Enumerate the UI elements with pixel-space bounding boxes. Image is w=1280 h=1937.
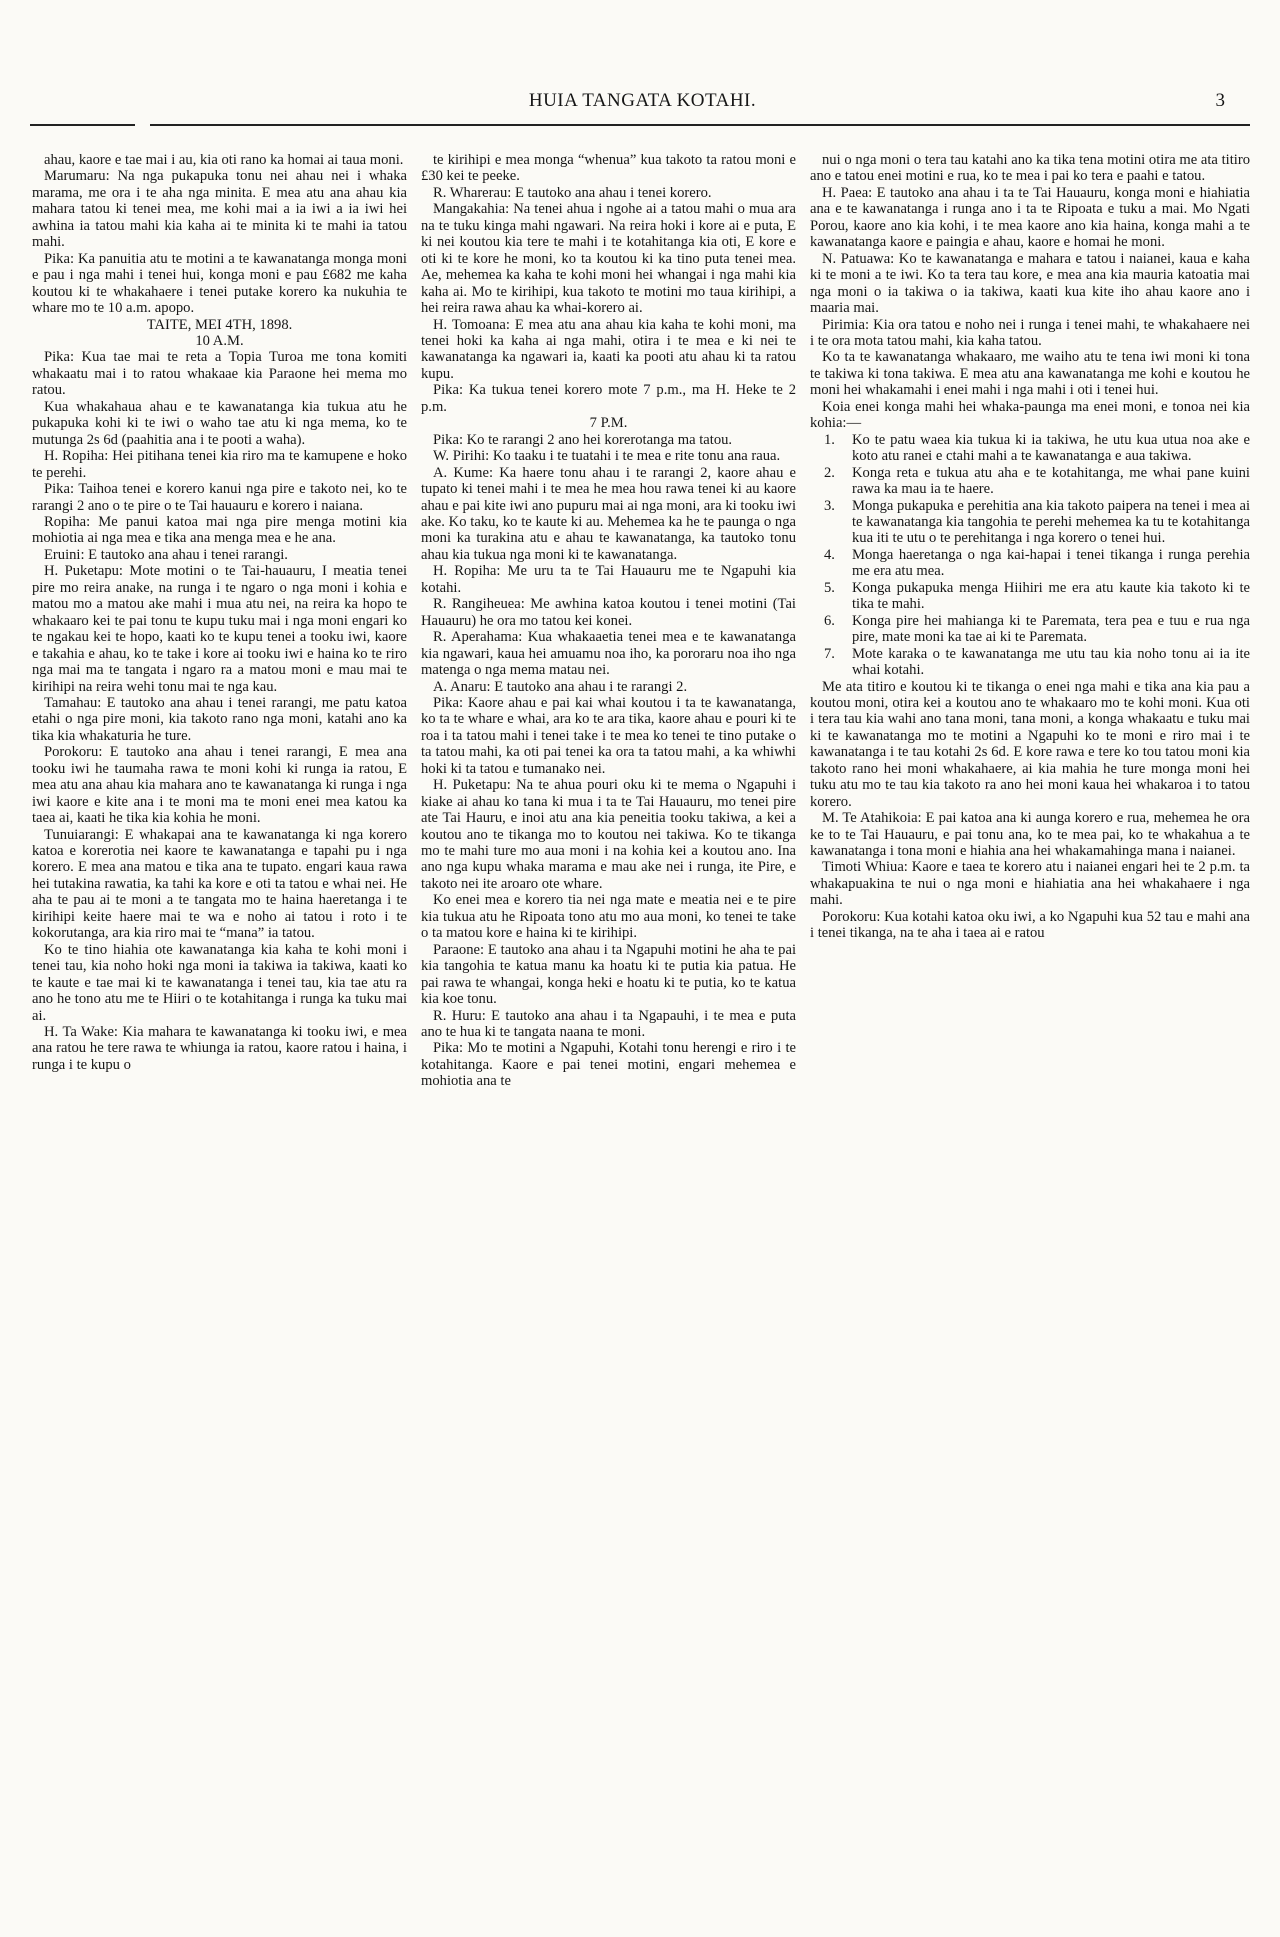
column-2	[421, 152, 796, 1090]
list-item	[810, 646, 1250, 679]
paragraph: Ko ta te kawanatanga whakaaro, me waiho atu te tena iwi moni ki tona te takiwa ki tona takiwa. E mea atu ana kawanatanga me kohi e koutou he moni hei whakamahi i enei mahi i nga mahi i oti i tenei hui.	[810, 349, 1250, 399]
paragraph: Pika: Mo te motini a Ngapuhi, Kotahi tonu herengi e riro i te kotahitanga. Kaore e pai tenei motini, engari mehemea e mohiotia ana te	[421, 1040, 796, 1090]
list-text: Konga pukapuka menga Hiihiri me era atu kaute kia takoto ki te tika te mahi.	[852, 579, 1250, 613]
paragraph: Marumaru: Na nga pukapuka tonu nei ahau nei i whaka marama, me ora i te aha nga minita. E mea atu ana ahau kia mahara tatou ki tenei mea, me kohi mai a ia iwi a ia iwi hei awhina ia tatou mahi kia kaha ai te minita ki te mahi ia tatou mahi.	[32, 168, 407, 251]
list-text: Konga pire hei mahianga ki te Paremata, tera pea e tuu e rua nga pire, mate moni ka tae ai ki te Paremata.	[852, 612, 1250, 646]
paragraph: Tamahau: E tautoko ana ahau i tenei rarangi, me patu katoa etahi o nga pire moni, kia takoto rano nga moni, katahi ano ka tika kia whakaturia he ture.	[32, 694, 407, 744]
paragraph: Tunuiarangi: E whakapai ana te kawanatanga ki nga korero katoa e korerotia nei kaore te kawanatanga e tapahi pu i nga korero. E mea ana matou e tika ana te tupato. engari kaua rawa hei tutakina rawatia, ka tahi ka kore e oti ta tatou e whai nei. He aha te pau ai te moni a te tangata mo te haina haeretanga i te kirihipi keite haere mai te wa e noho ai tatou i roto i te kokorutanga, ara kia riro mai te “mana” ia tatou.	[32, 826, 407, 942]
time-heading: 7 P.M.	[589, 415, 628, 432]
paragraph: M. Te Atahikoia: E pai katoa ana ki aunga korero e rua, mehemea he ora ke to te Tai Hauauru, e pai tonu ana, ko te mea pai, ko te whakahua a te kawanatanga i tona moni e hiahia ana hei whakamahinga mana i naianei.	[810, 810, 1250, 860]
list-item	[810, 465, 1250, 498]
paragraph: H. Ropiha: Me uru ta te Tai Hauauru me te Ngapuhi kia kotahi.	[421, 563, 796, 596]
list-item	[810, 547, 1250, 580]
paragraph: Paraone: E tautoko ana ahau i ta Ngapuhi motini he aha te pai kia tangohia te katua manu ka hoatu ki te putia kia patua. He pai rawa te whangai, konga heki e hoatu ki te putia, ko te katua kia koe tonu.	[421, 941, 796, 1008]
column-3	[810, 152, 1250, 942]
list-number: 2.	[824, 464, 835, 481]
paragraph: Pika: Taihoa tenei e korero kanui nga pire e takoto nei, ko te rarangi 2 ano o te pire o te Tai hauauru e korero i naiana.	[32, 481, 407, 514]
list-number: 3.	[824, 497, 835, 514]
page-header	[30, 88, 1255, 118]
paragraph: Pika: Kua tae mai te reta a Topia Turoa me tona komiti whakaatu mai i to ratou whakaae kia Paraone hei mema mo ratou.	[32, 349, 407, 399]
paragraph: H. Ropiha: Hei pitihana tenei kia riro ma te kamupene e hoko te perehi.	[32, 448, 407, 481]
paragraph: A. Anaru: E tautoko ana ahau i te rarangi 2.	[433, 678, 688, 695]
paragraph: Pika: Kaore ahau e pai kai whai koutou i ta te kawanatanga, ko ta te whare e whai, ara ko te ara tika, kaore ahau e pouri ki te roa i ta tatou mahi i tenei take i te mea ko tenei te tino putake o ta tatou mahi, ka oti pai tenei ka ora ta tatou mahi, a ka whiwhi hoki ki ta tatou e tumanako nei.	[421, 694, 796, 777]
list-number: 7.	[824, 645, 835, 662]
list-number: 5.	[824, 579, 835, 596]
header-rule-right	[150, 124, 1250, 126]
list-item	[810, 580, 1250, 613]
paragraph: Eruini: E tautoko ana ahau i tenei rarangi.	[44, 546, 288, 563]
column-1	[32, 152, 407, 1073]
list-number: 6.	[824, 612, 835, 629]
paragraph: Ropiha: Me panui katoa mai nga pire menga motini kia mohiotia ai nga mea e tika ana menga mea e he ana.	[32, 513, 407, 547]
paragraph: H. Puketapu: Mote motini o te Tai-hauauru, I meatia tenei pire mo reira anake, na runga i te ngaro o nga moni i kohia e matou mo a matou ake mahi i mua atu nei, na reira ka hopo te whakaaro kei te pai tonu te kupu tuku mai i nga moni engari ko te ngakau kei te hopo, kaati ko te kupu tenei a tooku iwi, kaore e takahia e ahau, ko te take i kore ai tooku iwi e haina ko te riro nga mai ma te tangata i ngaro ra a matou moni e mau mai te kirihipi na reira wehi tonu mai te nga kau.	[32, 563, 407, 695]
list-text: Ko te patu waea kia tukua ki ia takiwa, he utu kua utua noa ake e koto atu ranei e ctahi mahi a te kawanatanga e aua takiwa.	[852, 431, 1250, 465]
paragraph: Timoti Whiua: Kaore e taea te korero atu i naianei engari hei te 2 p.m. ta whakapuakina te nui o nga moni e hiahiatia ana hei whakahaere i nga mahi.	[810, 859, 1250, 909]
list-text: Konga reta e tukua atu aha e te kotahitanga, me whai pane kuini rawa ka mau ia te haere.	[852, 464, 1250, 498]
date-heading: TAITE, MEI 4TH, 1898.	[146, 316, 293, 333]
list-item	[810, 613, 1250, 646]
paragraph: W. Pirihi: Ko taaku i te tuatahi i te mea e rite tonu ana raua.	[433, 448, 781, 465]
paragraph: R. Rangiheuea: Me awhina katoa koutou i tenei motini (Tai Hauauru) he ora mo tatou kei konei.	[421, 596, 796, 629]
paragraph: Pika: Ko te rarangi 2 ano hei korerotanga ma tatou.	[433, 431, 733, 448]
paragraph: Ko enei mea e korero tia nei nga mate e meatia nei e te pire kia tukua atu he Ripoata tono atu mo aua moni, ko tenei te take o ta matou kore e haina ki te kirihipi.	[421, 892, 796, 942]
paragraph: te kirihipi e mea monga “whenua” kua takoto ta ratou moni e £30 kei te peeke.	[421, 152, 796, 185]
paragraph: Porokoru: E tautoko ana ahau i tenei rarangi, E mea ana tooku iwi he taumaha rawa te moni kohi ki runga ia ratou, E mea atu ana ahau kia mahara ano te kawanatanga ki runga i nga iwi kaore e kite ana i te moni ma te moni enei mea katou ka taea ai, kaati he tika kia kohia he moni.	[32, 744, 407, 827]
paragraph: N. Patuawa: Ko te kawanatanga e mahara e tatou i naianei, kaua e kaha ki te moni a te iwi. Ko ta tera tau kore, e mea ana kia mauria katoatia mai nga moni o ia takiwa o ia takiwa, kaati kua kite iho ahau kaore ano i maaria mai.	[810, 250, 1250, 317]
paragraph: Koia enei konga mahi hei whaka-paunga ma enei moni, e tonoa nei kia kohia:—	[810, 398, 1250, 432]
list-number: 1.	[824, 431, 835, 448]
paragraph: Me ata titiro e koutou ki te tikanga o enei nga mahi e tika ana kia pau a koutou moni, otira kei a koutou ano te whakaaro mo te kohi moni. Kua oti i tera tau kia wahi ano tana moni, tana moni, a konga whakaatu e tuku mai ki te kawanatanga mo te motini a Ngapuhi ko te moni e riro mai i te kawanatanga i te tau kotahi 2s 6d. E kore rawa e tere ko tou tatou moni kia takoto rano hei moni whakahaere, ai kia mahia he ture monga moni hei tuku atu mo te tau kia takoto ra ano hei moni kaua hei whakaroa i to tatou korero.	[810, 678, 1250, 810]
paragraph: Mangakahia: Na tenei ahua i ngohe ai a tatou mahi o mua ara na te tuku kinga mahi ngawari. Na reira hoki i kore ai e puta, E ki nei koutou kia tere te mahi i te kotahitanga kia oti, E kore e oti ki te kore he moni, ko ta koutou ki ka tino puta tenei mea. Ae, mehemea ka kaha te kohi moni hei whangai i nga mahi kia kaha ai. Mo te kirihipi, kua takoto te motini mo taua kirihipi, a hei reira rawa ahau ka whai-korero ai.	[421, 201, 796, 317]
paragraph: R. Huru: E tautoko ana ahau i ta Ngapauhi, i te mea e puta ano te hua ki te tangata naana te moni.	[421, 1007, 796, 1041]
paragraph: H. Paea: E tautoko ana ahau i ta te Tai Hauauru, konga moni e hiahiatia ana e te kawanatanga i runga ano i ta te Ripoata e tuku a mai. Mo Ngati Porou, kaore ano kia kohi, i te mea kaore ano kia haina, konga mahi a te kawanatanga kaore e paingia e ahau, kaore e homai he moni.	[810, 184, 1250, 251]
paragraph: A. Kume: Ka haere tonu ahau i te rarangi 2, kaore ahau e tupato ki tenei mahi i te mea he mea hou rawa tenei ki au kaore ahau e pai kite iwi ano pupuru mai ai nga moni, ara ki tooku iwi ake. Ko taku, ko te kaute ki au. Mehemea ka he te paunga o nga moni ka turakina atu e ahau te kawanatanga, ka tautoko tonu ahau kia tukua nga moni ki te kawanatanga.	[421, 464, 796, 563]
list-text: Monga haeretanga o nga kai-hapai i tenei tikanga i runga perehia me era atu mea.	[852, 546, 1250, 580]
header-rule-left	[30, 124, 135, 126]
list-text: Mote karaka o te kawanatanga me utu tau kia noho tonu ai ia ite whai kotahi.	[852, 645, 1250, 679]
paragraph: nui o nga moni o tera tau katahi ano ka tika tena motini otira me ata titiro ano e tatou enei motini e rua, ko te mea i pai ko tera e paahi e tatou.	[810, 152, 1250, 185]
paragraph: Porokoru: Kua kotahi katoa oku iwi, a ko Ngapuhi kua 52 tau e mahi ana i tenei tikanga, na te aha i taea ai e ratou	[810, 908, 1250, 942]
paragraph: ahau, kaore e tae mai i au, kia oti rano ka homai ai taua moni.	[44, 152, 404, 168]
list-text: Monga pukapuka e perehitia ana kia takoto paipera na tenei i mea ai te kawanatanga kia tangohia te perehi mehemea ka tu te kotahitanga kua iti te utu o te perehitanga i nga korero o tenei hui.	[852, 497, 1250, 547]
paragraph: H. Ta Wake: Kia mahara te kawanatanga ki tooku iwi, e mea ana ratou he tere rawa te whiunga ia ratou, kaore ratou i haina, i runga i te kupu o	[32, 1024, 407, 1073]
list-number: 4.	[824, 546, 835, 563]
paragraph: R. Aperahama: Kua whakaaetia tenei mea e te kawanatanga kia ngawari, kaua hei amuamu noa iho, ka pororaru noa iho nga matenga o nga mema matau nei.	[421, 629, 796, 679]
paragraph: H. Tomoana: E mea atu ana ahau kia kaha te kohi moni, ma tenei hoki ka kaha ai nga mahi, otira i te mea e ki nei te kawanatanga ka ngawari ia, kaati ka pooti atu ahau ki ta ratou kupu.	[421, 316, 796, 382]
running-title: HUIA TANGATA KOTAHI.	[528, 90, 757, 111]
paragraph: H. Puketapu: Na te ahua pouri oku ki te mema o Ngapuhi i kiake ai ahau ko tana ki mua i ta te Tai Hauauru, mo tenei pire ate Tai Hauru, e inoi atu ana kia peneitia tooku takiwa, a kei a koutou ano te tikanga mo to koutou nei takiwa. Ko te tikanga mo te mahi ture mo aua moni i na kohia kei a koutou ano. Ina ano nga kupu whaka marama e mau ake nei i runga, ite Pire, e takoto nei ite aroaro ote whare.	[421, 777, 796, 892]
page-number: 3	[1215, 90, 1225, 111]
paragraph: Pirimia: Kia ora tatou e noho nei i runga i tenei mahi, te whakahaere nei i te ora mota tatou mahi, kia kaha tatou.	[810, 316, 1250, 349]
list-item	[810, 498, 1250, 547]
list-item	[810, 432, 1250, 465]
paragraph: Ko te tino hiahia ote kawanatanga kia kaha te kohi moni i tenei tau, kia noho hoki nga moni ia takiwa ia takiwa, kaati ko te kaute e tae mai ki te kawanatanga i tenei tau, kia tae atu ra ano he tono atu me te Hiiri o te kotahitanga i runga ka tuku mai ai.	[32, 941, 407, 1024]
paragraph: Kua whakahaua ahau e te kawanatanga kia tukua atu he pukapuka kohi ki te iwi o waho tae atu ki nga mema, ko te mutunga 2s 6d (paahitia ana i te pooti a waha).	[32, 398, 407, 448]
time-heading: 10 A.M.	[195, 332, 244, 349]
paragraph: Pika: Ka tukua tenei korero mote 7 p.m., ma H. Heke te 2 p.m.	[421, 382, 796, 415]
paragraph: R. Wharerau: E tautoko ana ahau i tenei korero.	[433, 184, 712, 201]
paragraph: Pika: Ka panuitia atu te motini a te kawanatanga monga moni e pau i nga mahi i tenei hui, konga moni e pau £682 me kaha koutou ki te whakahaere i tenei putake korero ka nukuhia te whare mo te 10 a.m. apopo.	[32, 250, 407, 317]
